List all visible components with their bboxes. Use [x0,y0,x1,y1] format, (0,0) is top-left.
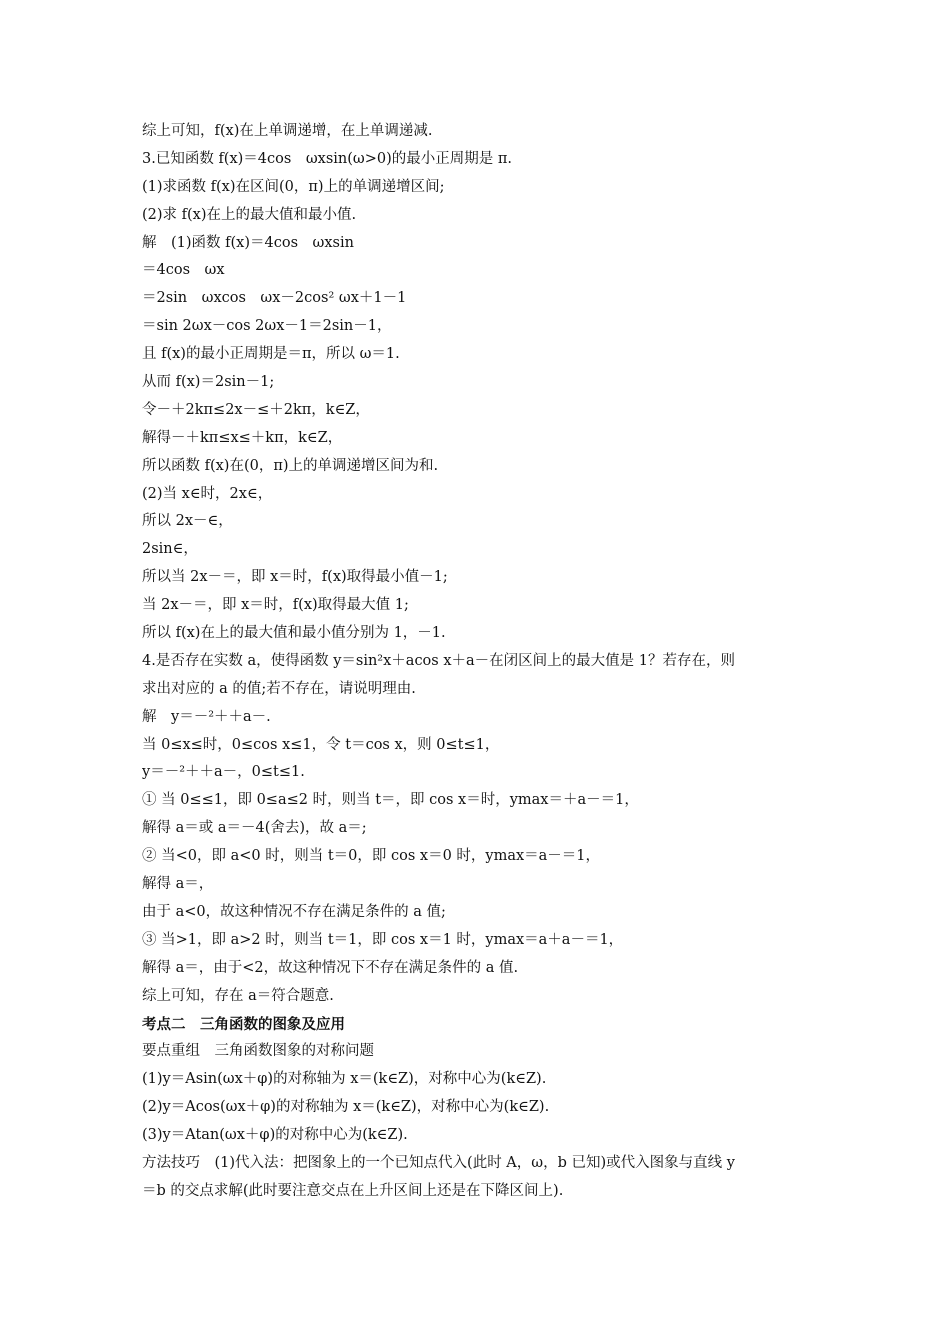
text-line: 所以当 2x－＝，即 x＝时，f(x)取得最小值－1; [142,569,448,586]
text-line: 解得 a＝，由于<2，故这种情况下不存在满足条件的 a 值. [142,959,519,976]
text-line: 从而 f(x)＝2sin－1; [142,374,275,391]
text-line: (2)y＝Acos(ωx＋φ)的对称轴为 x＝(k∈Z)，对称中心为(k∈Z). [142,1099,550,1116]
text-line: 解得 a＝或 a＝－4(舍去)，故 a＝; [142,820,367,837]
text-line: 求出对应的 a 的值;若不存在，请说明理由. [142,680,416,697]
text-line: 当 0≤x≤时，0≤cos x≤1，令 t＝cos x，则 0≤t≤1， [142,736,500,753]
text-line: ＝sin 2ωx－cos 2ωx－1＝2sin－1， [142,318,392,335]
text-line: 所以 2x－∈， [142,513,233,530]
text-line: 且 f(x)的最小正周期是＝π，所以 ω＝1. [142,346,400,363]
text-line: 由于 a<0，故这种情况不存在满足条件的 a 值; [142,903,446,920]
text-line: 综上可知，f(x)在上单调递增，在上单调递减. [142,123,433,139]
document-body [142,118,822,1206]
text-line: 当 2x－＝，即 x＝时，f(x)取得最大值 1; [142,597,409,614]
text-line: y＝－²＋＋a－，0≤t≤1. [142,764,305,781]
text-line: ＝4cos ωx [142,262,225,279]
text-line: ＝2sin ωxcos ωx－2cos² ωx＋1－1 [142,290,407,307]
text-line: (1)求函数 f(x)在区间(0，π)上的单调递增区间; [142,178,445,195]
text-line: 令－＋2kπ≤2x－≤＋2kπ，k∈Z， [142,401,370,418]
text-line: 方法技巧 (1)代入法：把图象上的一个已知点代入(此时 A，ω，b 已知)或代入图象与直线 y [142,1154,735,1171]
text-line: (1)y＝Asin(ωx＋φ)的对称轴为 x＝(k∈Z)，对称中心为(k∈Z). [142,1071,547,1088]
text-line: (3)y＝Atan(ωx＋φ)的对称中心为(k∈Z). [142,1127,408,1144]
text-line: (2)求 f(x)在上的最大值和最小值. [142,206,357,223]
text-line: ② 当<0，即 a<0 时，则当 t＝0，即 cos x＝0 时，ymax＝a－＝1， [142,848,601,865]
solution-line: 解 y＝－²＋＋a－. [142,708,271,725]
text-line: ＝b 的交点求解(此时要注意交点在上升区间上还是在下降区间上). [142,1182,564,1199]
text-line: 所以函数 f(x)在(0，π)上的单调递增区间为和. [142,457,439,474]
text-line: ③ 当>1，即 a>2 时，则当 t＝1，即 cos x＝1 时，ymax＝a＋a－＝1， [142,931,624,948]
text-line: 2sin∈， [142,541,198,558]
text-line: 所以 f(x)在上的最大值和最小值分别为 1，－1. [142,625,446,642]
text-line: (2)当 x∈时，2x∈， [142,485,273,502]
text-line: 解得－＋kπ≤x≤＋kπ，k∈Z， [142,429,343,446]
text-line: ① 当 0≤≤1，即 0≤a≤2 时，则当 t＝，即 cos x＝时，ymax＝＋a－＝1， [142,792,639,809]
problem-4-statement: 4.是否存在实数 a，使得函数 y＝sin²x＋acos x＋a－在闭区间上的最大值是 1？若存在，则 [142,652,735,669]
solution-line: 解 (1)函数 f(x)＝4cos ωxsin [142,234,354,251]
section-heading: 考点二 三角函数的图象及应用 [142,1015,345,1033]
text-line: 解得 a＝， [142,876,214,893]
problem-3-statement: 3.已知函数 f(x)＝4cos ωxsin(ω>0)的最小正周期是 π. [142,150,512,167]
text-line: 综上可知，存在 a＝符合题意. [142,987,334,1004]
text-line: 要点重组 三角函数图象的对称问题 [142,1043,374,1060]
